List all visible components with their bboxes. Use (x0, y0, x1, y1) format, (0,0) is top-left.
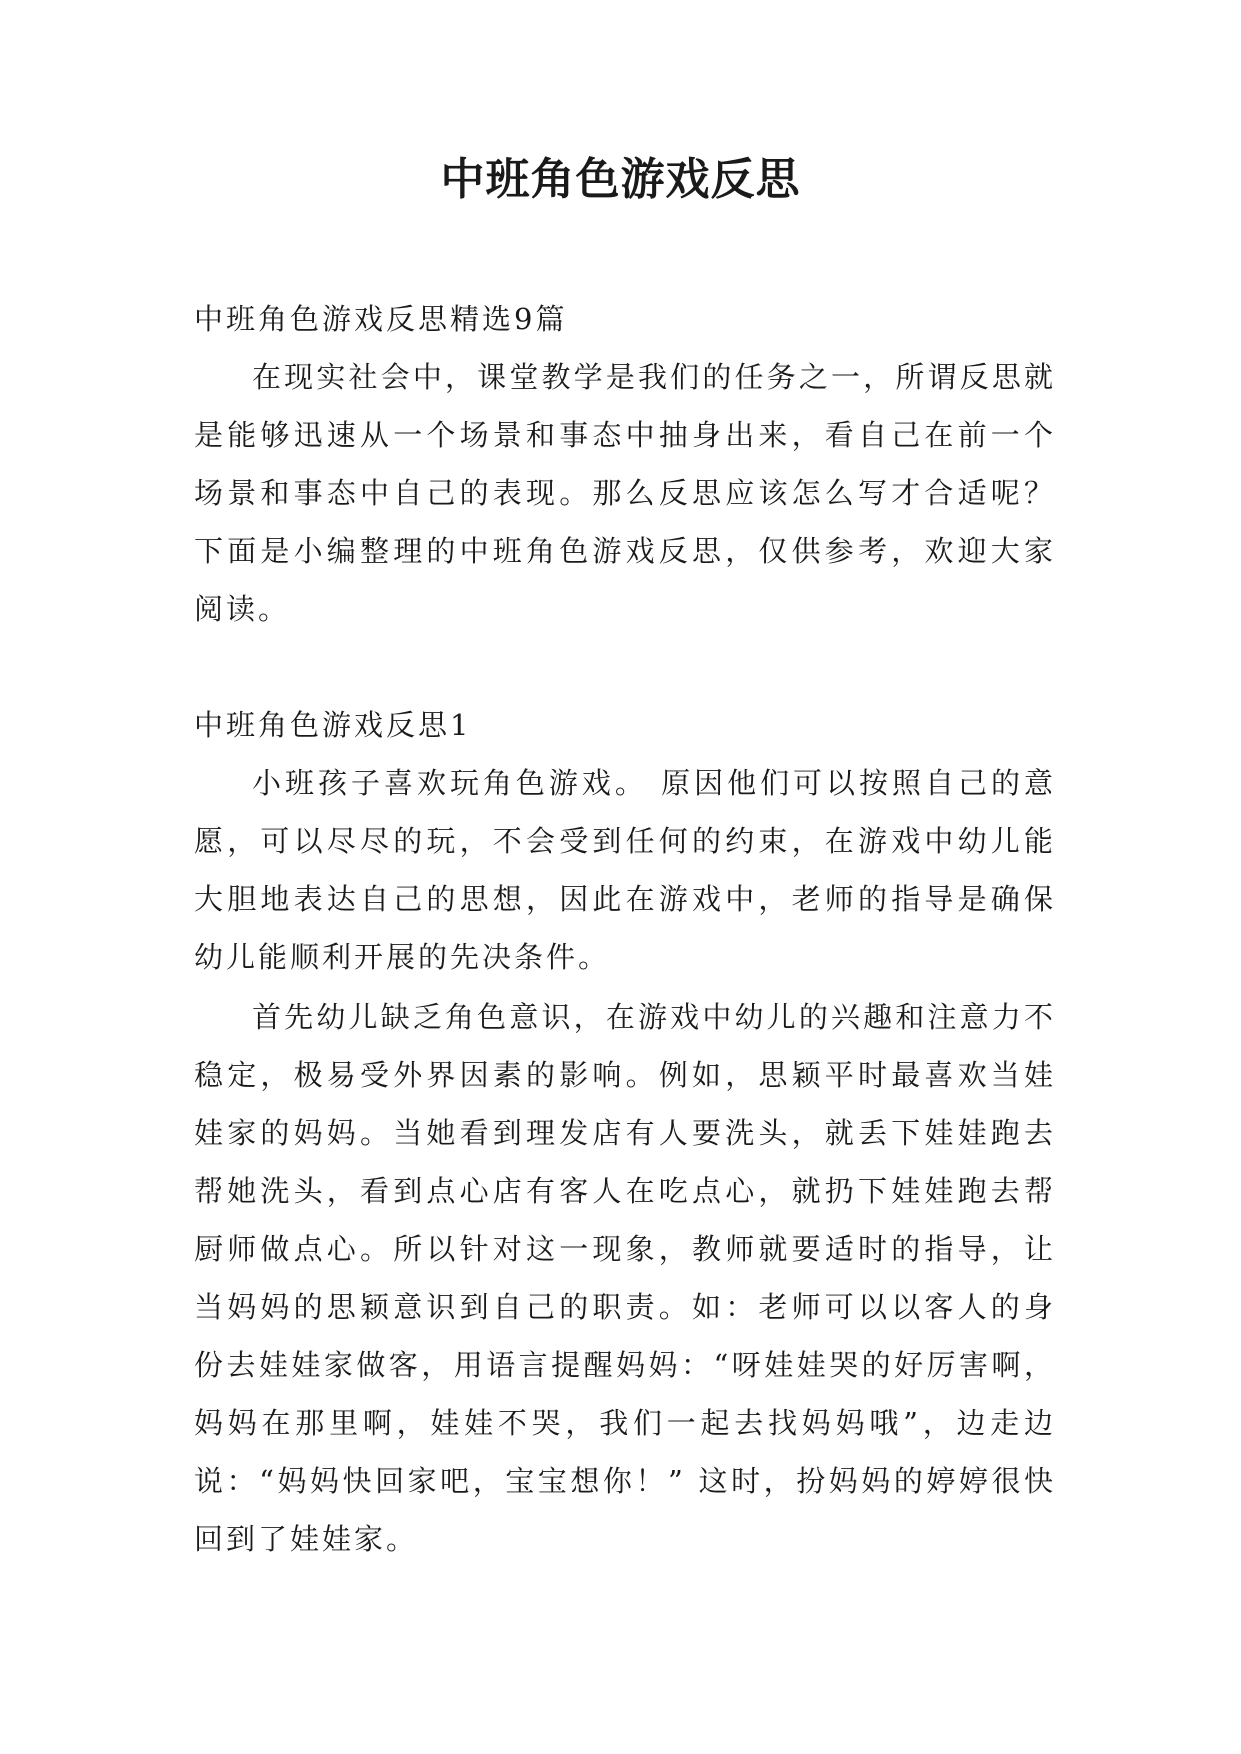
intro-paragraph: 在现实社会中，课堂教学是我们的任务之一，所谓反思就是能够迅速从一个场景和事态中抽身出来，看自己在前一个场景和事态中自己的表现。那么反思应该怎么写才合适呢？下面是小编整理的中班角色游戏反思，仅供参考，欢迎大家阅读。 (194, 360, 1056, 626)
document-subtitle: 中班角色游戏反思精选9篇 (194, 302, 568, 336)
section-spacer (194, 638, 1056, 696)
document-body (194, 290, 1056, 1568)
section-paragraph-2: 首先幼儿缺乏角色意识，在游戏中幼儿的兴趣和注意力不稳定，极易受外界因素的影响。例如，思颖平时最喜欢当娃娃家的妈妈。当她看到理发店有人要洗头，就丢下娃娃跑去帮她洗头，看到点心店有客人在吃点心，就扔下娃娃跑去帮厨师做点心。所以针对这一现象，教师就要适时的指导，让当妈妈的思颖意识到自己的职责。如：老师可以以客人的身份去娃娃家做客，用语言提醒妈妈：“呀娃娃哭的好厉害啊，妈妈在那里啊，娃娃不哭，我们一起去找妈妈哦”，边走边说：“妈妈快回家吧，宝宝想你！” 这时，扮妈妈的婷婷很快回到了娃娃家。 (194, 1000, 1056, 1556)
section-paragraph-1: 小班孩子喜欢玩角色游戏。 原因他们可以按照自己的意愿，可以尽尽的玩，不会受到任何的约束，在游戏中幼儿能大胆地表达自己的思想，因此在游戏中，老师的指导是确保幼儿能顺利开展的先决条件。 (194, 766, 1056, 974)
section-heading: 中班角色游戏反思1 (194, 708, 472, 742)
document-title: 中班角色游戏反思 (440, 154, 801, 205)
